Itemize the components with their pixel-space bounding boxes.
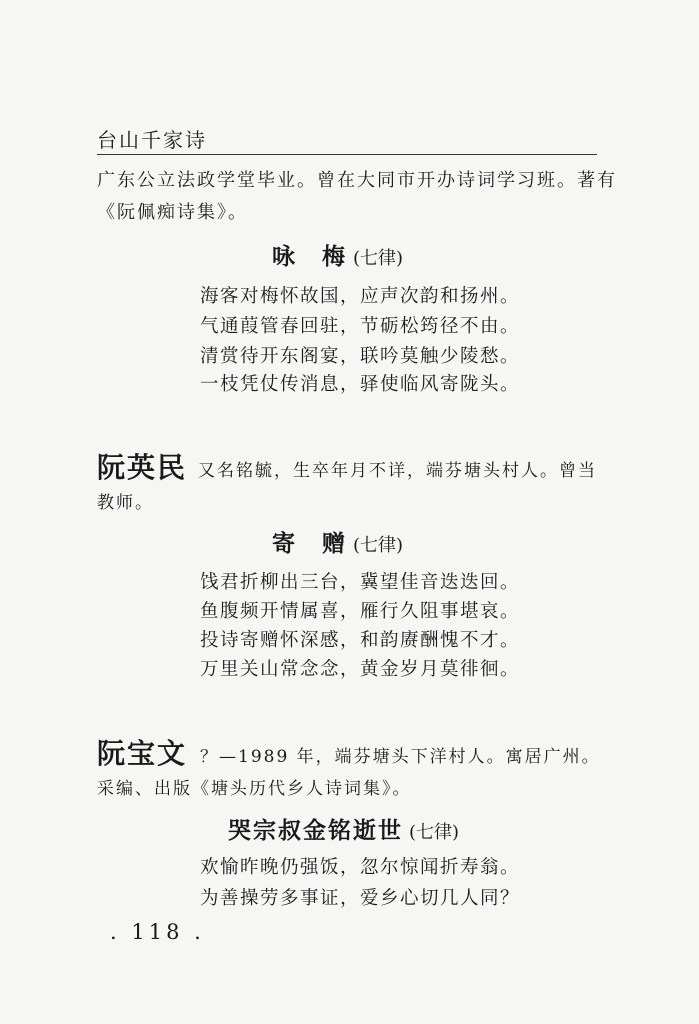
poem-3-line-2: 为善操劳多事证，爱乡心切几人同？ (200, 888, 521, 909)
intro-line-1: 广东公立法政学堂毕业。曾在大同市开办诗词学习班。著有 (97, 170, 617, 191)
author-3-bio-line-1: ？—1989 年，端芬塘头下洋村人。寓居广州。 (200, 747, 601, 767)
poem-1-heading (272, 238, 403, 271)
poem-2-line-1: 饯君折柳出三台，冀望佳音迭迭回。 (200, 572, 521, 593)
poem-2-line-3: 投诗寄赠怀深感，和韵赓酬愧不才。 (200, 630, 521, 651)
poem-2-title: 寄 赠 (272, 531, 347, 557)
poem-2-line-2: 鱼腹频开情属喜，雁行久阻事堪哀。 (200, 601, 521, 622)
author-3-bio-line-2: 采编、出版《塘头历代乡人诗词集》。 (97, 779, 412, 799)
poem-1-form: (七律) (353, 248, 404, 269)
poem-3-heading (228, 812, 459, 845)
book-title: 台山千家诗 (97, 128, 207, 152)
author-2-bio-line-2: 教师。 (97, 493, 154, 513)
poem-1-line-1: 海客对梅怀故国，应声次韵和扬州。 (200, 286, 521, 307)
author-2-name: 阮英民 (97, 451, 188, 484)
poem-2-form: (七律) (353, 535, 404, 556)
author-3-name: 阮宝文 (97, 737, 188, 770)
poem-1-title: 咏 梅 (272, 244, 347, 270)
poem-2-heading (272, 525, 403, 558)
author-2-bio-line-1: 又名铭毓，生卒年月不详，端芬塘头村人。曾当 (198, 461, 597, 481)
poem-2-line-4: 万里关山常念念，黄金岁月莫徘徊。 (200, 659, 521, 680)
poem-3-title: 哭宗叔金铭逝世 (228, 818, 403, 844)
poem-3-line-1: 欢愉昨晚仍强饭，忽尔惊闻折寿翁。 (200, 857, 521, 878)
poem-1-line-3: 清赏待开东阁宴，联吟莫触少陵愁。 (200, 346, 521, 367)
intro-line-2: 《阮佩痴诗集》。 (97, 202, 248, 223)
page-number: . 118 . (110, 920, 205, 944)
poem-1-line-4: 一枝凭仗传消息，驿使临风寄陇头。 (200, 374, 521, 395)
poem-1-line-2: 气通葭管春回驻，节砺松筠径不由。 (200, 316, 521, 337)
poem-3-form: (七律) (409, 822, 460, 843)
running-header (97, 120, 597, 155)
